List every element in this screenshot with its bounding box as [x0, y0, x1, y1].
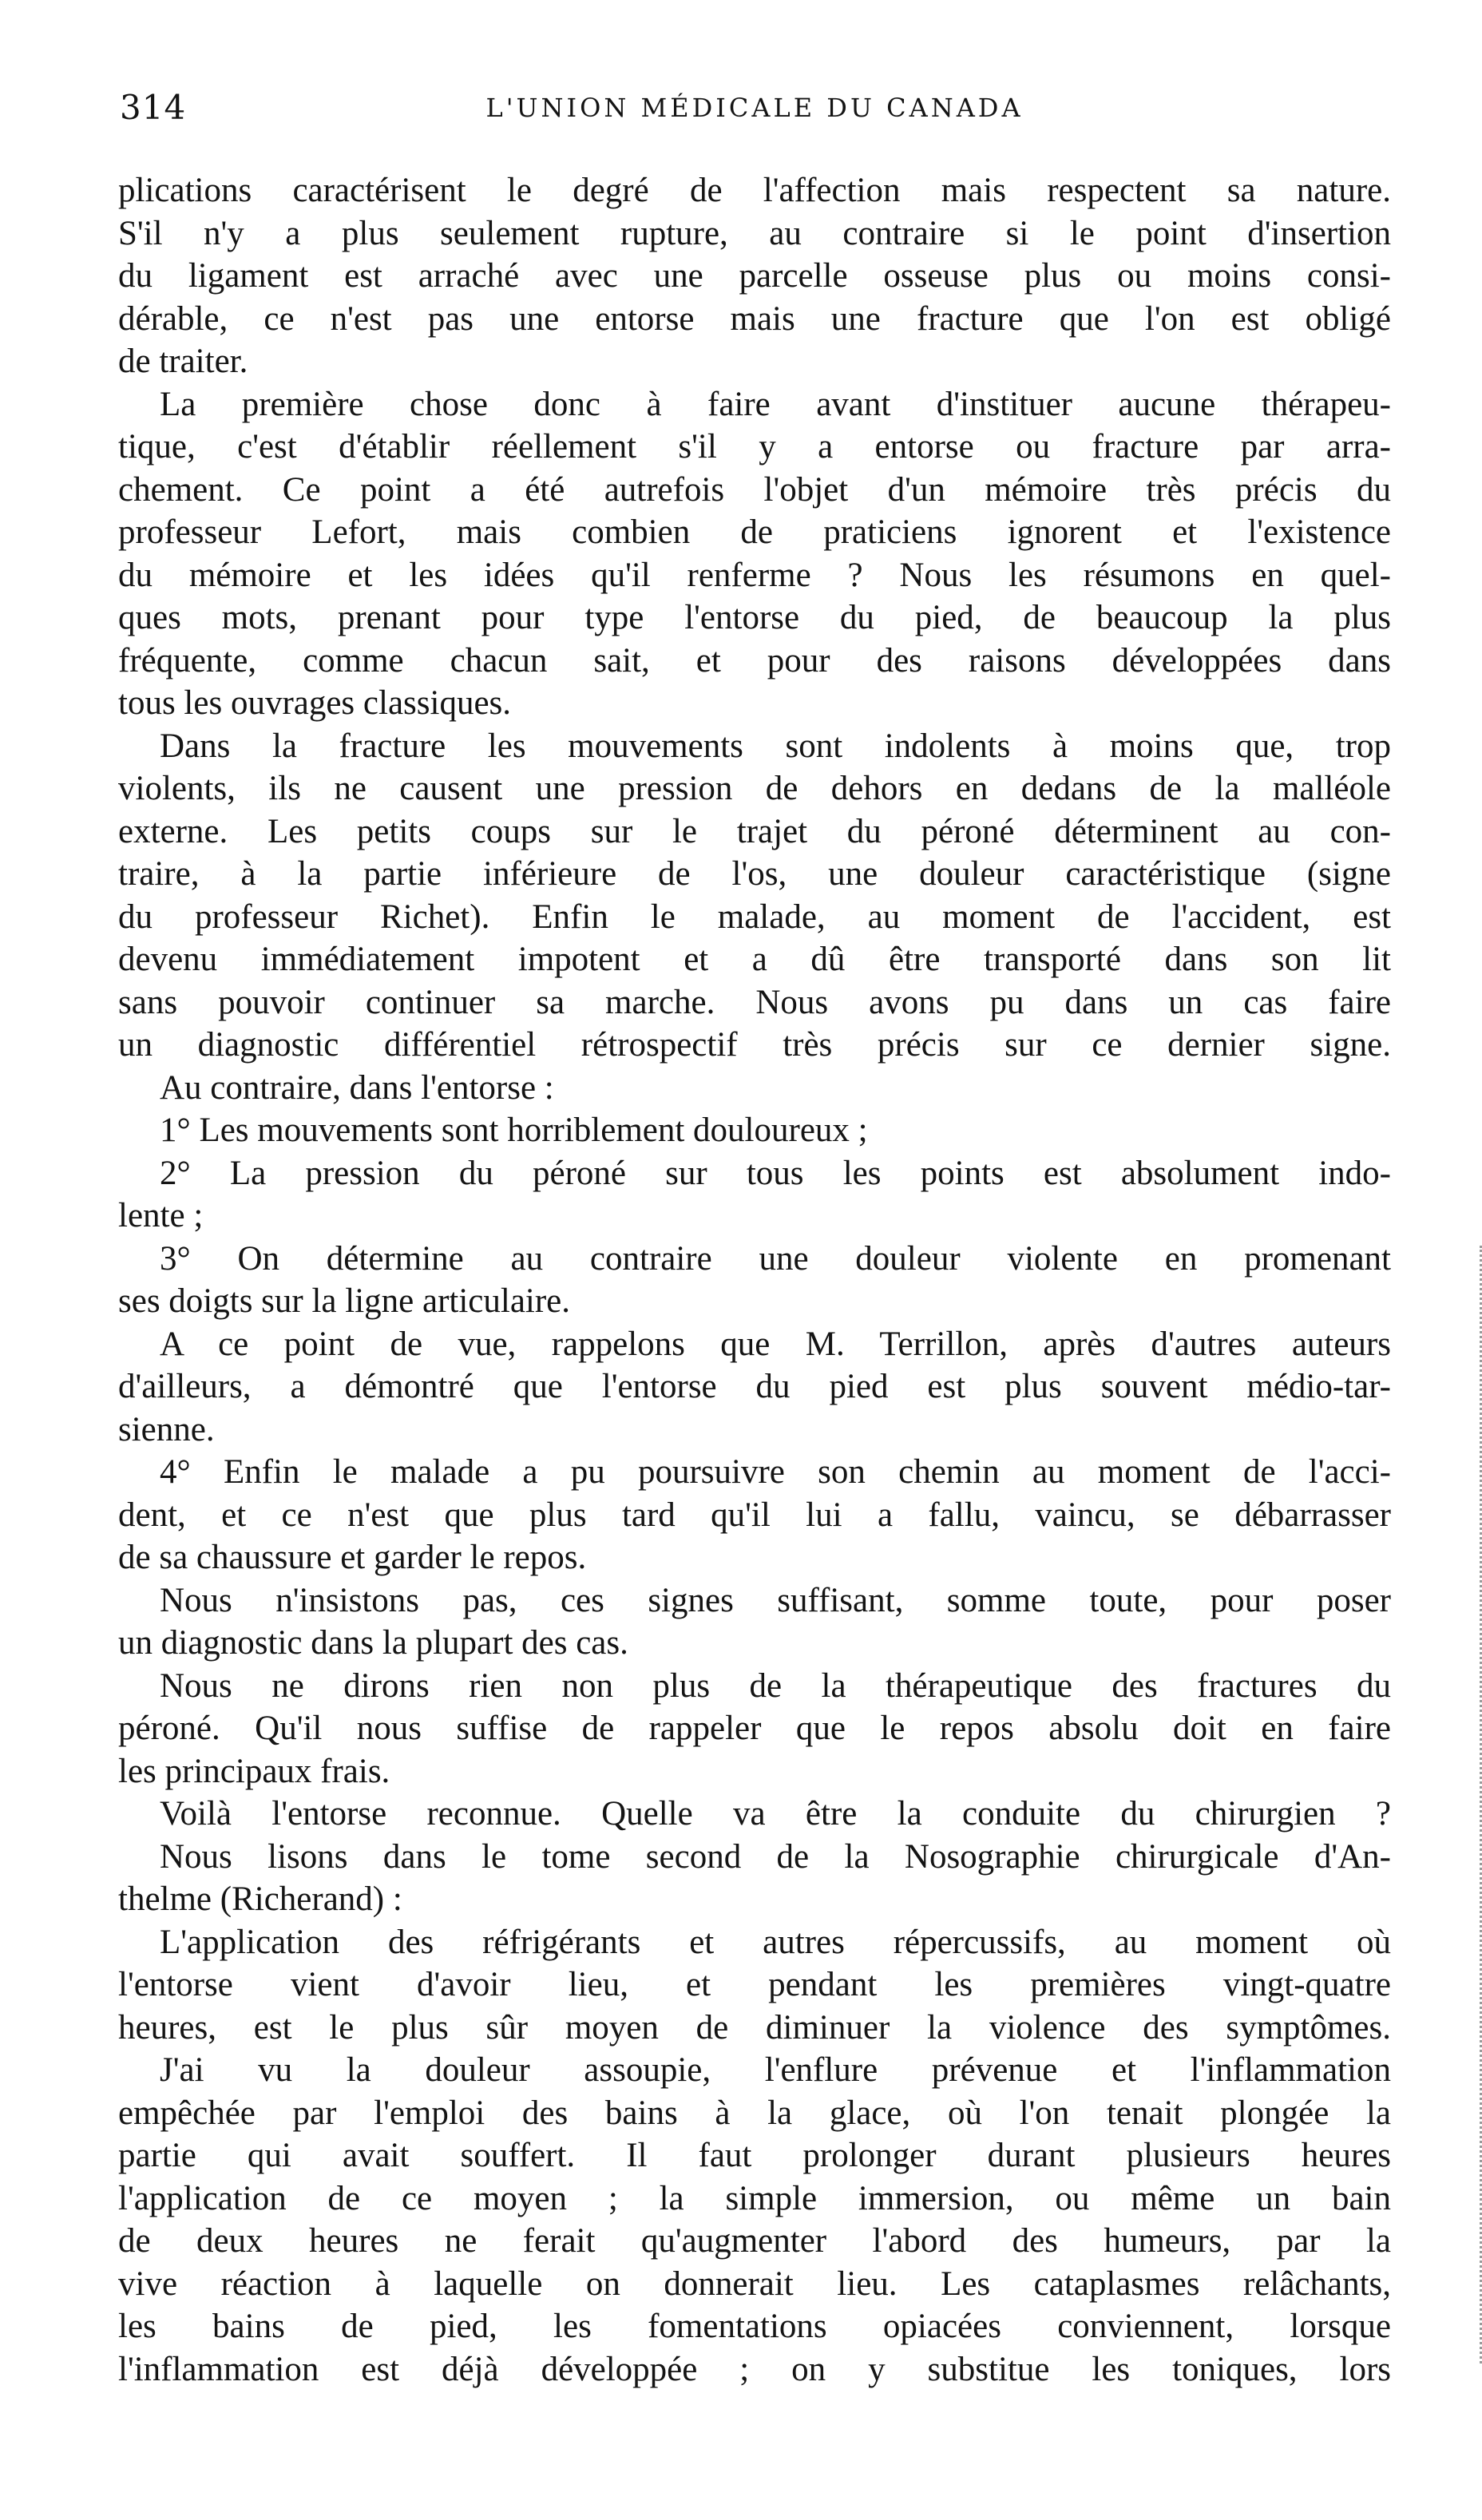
text-line: Voilà l'entorse reconnue. Quelle va être la conduite du chirurgien ?: [160, 1795, 1391, 1833]
text-line: 1° Les mouvements sont horriblement douloureux ;: [160, 1111, 868, 1149]
text-line: ques mots, prenant pour type l'entorse du pied, de beaucoup la plus: [118, 599, 1391, 636]
text-line: heures, est le plus sûr moyen de diminuer la violence des symptômes.: [118, 2008, 1391, 2047]
text-line: péroné. Qu'il nous suffise de rappeler que le repos absolu doit en faire: [118, 1710, 1391, 1747]
text-line: du ligament est arraché avec une parcelle osseuse plus ou moins consi-: [118, 257, 1391, 295]
text-line: Nous lisons dans le tome second de la Nosographie chirurgicale d'An-: [160, 1837, 1391, 1876]
text-line: empêchée par l'emploi des bains à la glace, où l'on tenait plongée la: [118, 2094, 1391, 2132]
text-line: violents, ils ne causent une pression de dehors en dedans de la malléole: [118, 770, 1391, 807]
page-header: [120, 88, 1389, 136]
text-line: l'inflammation est déjà développée ; on y substitue les toniques, lors: [118, 2350, 1391, 2388]
text-line: traire, à la partie inférieure de l'os, une douleur caractéristique (signe: [118, 855, 1391, 893]
text-line: fréquente, comme chacun sait, et pour des raisons développées dans: [118, 641, 1391, 680]
text-line: lente ;: [118, 1197, 204, 1234]
text-line: de sa chaussure et garder le repos.: [118, 1539, 587, 1576]
page-edge-marks: [1473, 1246, 1482, 2363]
text-line: devenu immédiatement impotent et a dû être transporté dans son lit: [118, 941, 1391, 978]
text-line: les bains de pied, les fomentations opiacées conviennent, lorsque: [118, 2308, 1391, 2345]
text-line: externe. Les petits coups sur le trajet du péroné déterminent au con-: [118, 812, 1391, 850]
text-line: A ce point de vue, rappelons que M. Terrillon, après d'autres auteurs: [160, 1325, 1391, 1363]
text-line: ses doigts sur la ligne articulaire.: [118, 1282, 571, 1320]
text-line: 2° La pression du péroné sur tous les points est absolument indo-: [160, 1154, 1391, 1192]
text-line: un diagnostic dans la plupart des cas.: [118, 1624, 628, 1662]
text-line: sienne.: [118, 1410, 215, 1448]
text-line: J'ai vu la douleur assoupie, l'enflure prévenue et l'inflammation: [160, 2051, 1391, 2089]
text-line: thelme (Richerand) :: [118, 1880, 402, 1918]
text-line: Nous ne dirons rien non plus de la thérapeutique des fractures du: [160, 1666, 1391, 1705]
text-line: S'il n'y a plus seulement rupture, au contraire si le point d'insertion: [118, 214, 1391, 252]
page-number: 314: [120, 88, 187, 127]
text-line: 4° Enfin le malade a pu poursuivre son chemin au moment de l'acci-: [160, 1453, 1391, 1491]
text-line: du professeur Richet). Enfin le malade, au moment de l'accident, est: [118, 897, 1391, 936]
text-line: de traiter.: [118, 343, 248, 380]
text-line: l'application de ce moyen ; la simple immersion, ou même un bain: [118, 2179, 1391, 2217]
running-title: L'UNION MÉDICALE DU CANADA: [485, 93, 1024, 123]
text-line: 3° On détermine au contraire une douleur violente en promenant: [160, 1239, 1391, 1278]
text-line: un diagnostic différentiel rétrospectif très précis sur ce dernier signe.: [118, 1026, 1391, 1064]
text-line: dent, et ce n'est que plus tard qu'il lui a fallu, vaincu, se débarrasser: [118, 1496, 1391, 1534]
text-line: dérable, ce n'est pas une entorse mais une fracture que l'on est obligé: [118, 299, 1391, 338]
text-line: d'ailleurs, a démontré que l'entorse du pied est plus souvent médio-tar-: [118, 1368, 1391, 1405]
text-line: La première chose donc à faire avant d'instituer aucune thérapeu-: [160, 385, 1391, 423]
text-line: tique, c'est d'établir réellement s'il y a entorse ou fracture par arra-: [118, 428, 1391, 466]
body-text: [118, 169, 1391, 2391]
text-line: L'application des réfrigérants et autres répercussifs, au moment où: [160, 1923, 1391, 1961]
text-line: Au contraire, dans l'entorse :: [160, 1068, 554, 1107]
text-line: Nous n'insistons pas, ces signes suffisant, somme toute, pour poser: [160, 1581, 1391, 1619]
text-line: l'entorse vient d'avoir lieu, et pendant les premières vingt-quatre: [118, 1966, 1391, 2003]
text-line: du mémoire et les idées qu'il renferme ? Nous les résumons en quel-: [118, 556, 1391, 594]
text-line: chement. Ce point a été autrefois l'objet d'un mémoire très précis du: [118, 470, 1391, 509]
text-line: vive réaction à laquelle on donnerait lieu. Les cataplasmes relâchants,: [118, 2264, 1391, 2303]
text-line: les principaux frais.: [118, 1752, 390, 1790]
text-line: professeur Lefort, mais combien de praticiens ignorent et l'existence: [118, 513, 1391, 551]
text-line: tous les ouvrages classiques.: [118, 684, 512, 722]
text-line: partie qui avait souffert. Il faut prolonger durant plusieurs heures: [118, 2137, 1391, 2174]
text-line: sans pouvoir continuer sa marche. Nous avons pu dans un cas faire: [118, 983, 1391, 1021]
text-line: Dans la fracture les mouvements sont indolents à moins que, trop: [160, 727, 1391, 765]
text-line: de deux heures ne ferait qu'augmenter l'abord des humeurs, par la: [118, 2222, 1391, 2260]
text-line: plications caractérisent le degré de l'affection mais respectent sa nature.: [118, 172, 1391, 209]
